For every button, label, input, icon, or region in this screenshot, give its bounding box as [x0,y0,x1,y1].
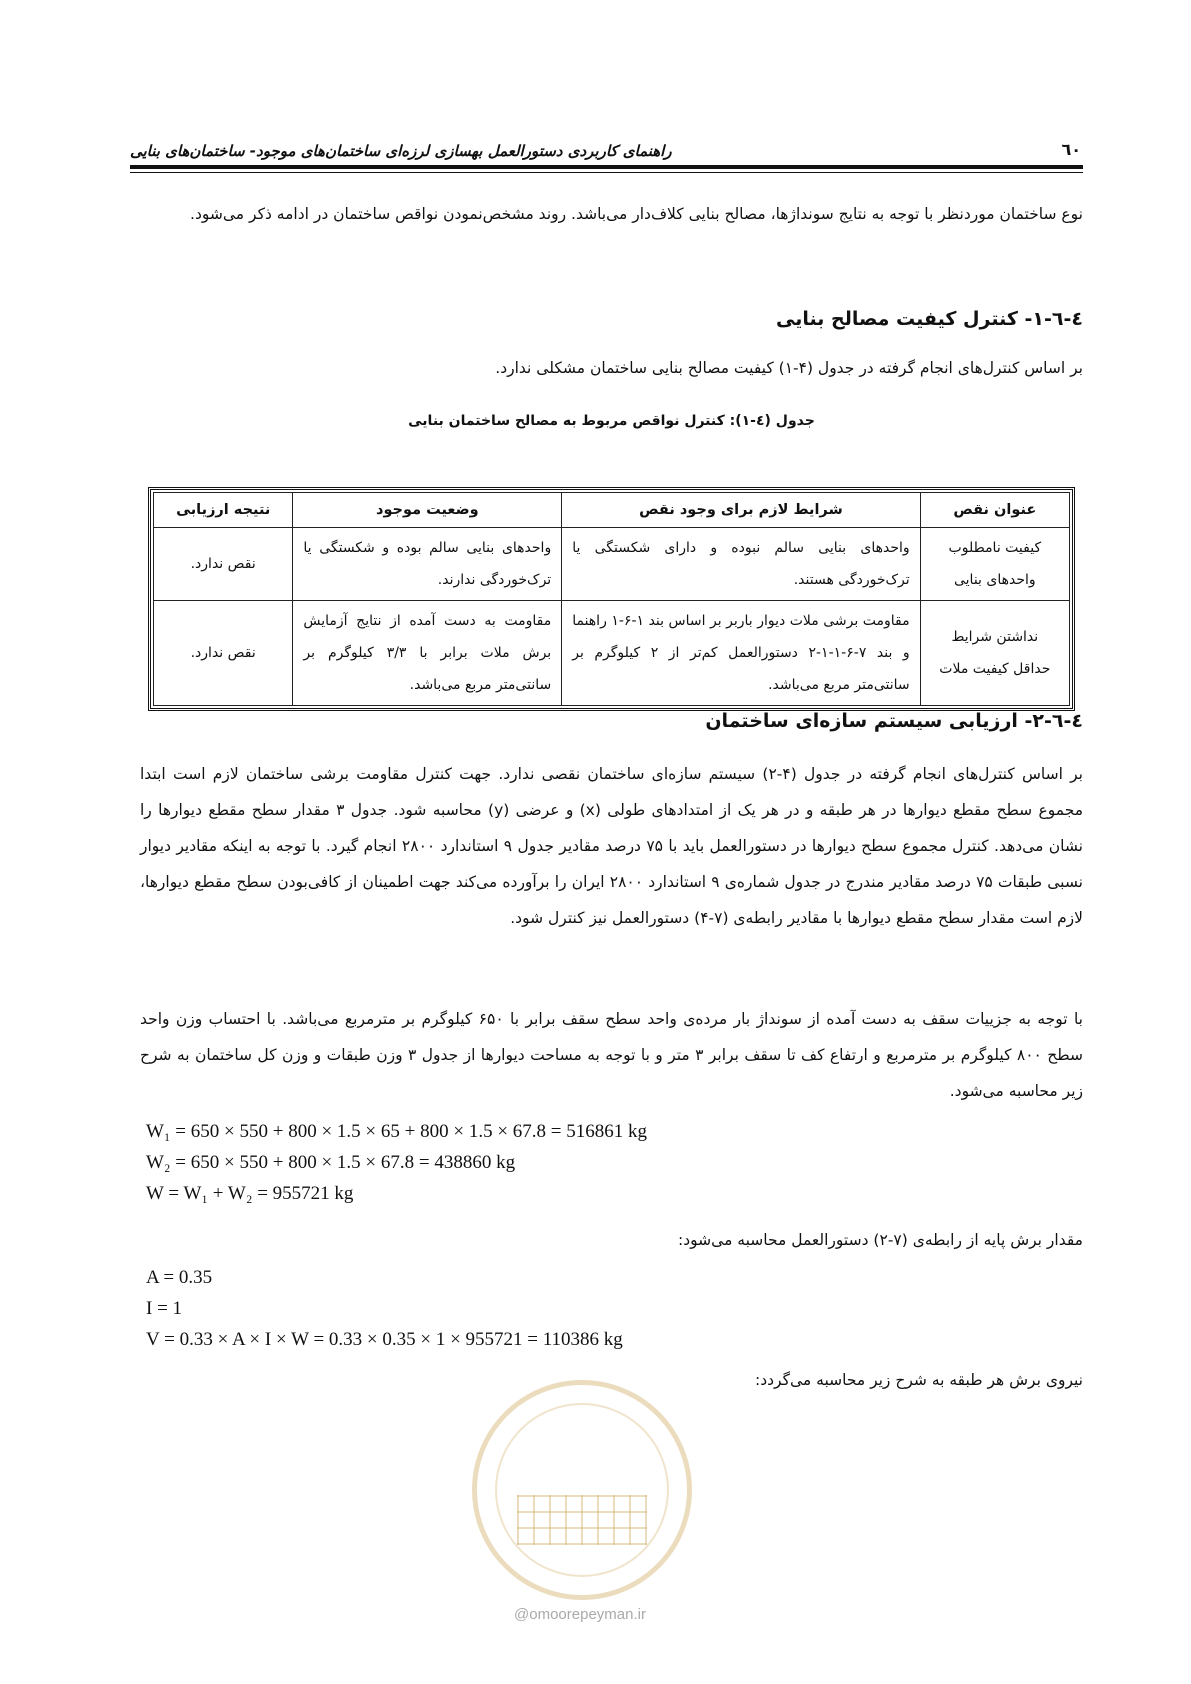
watermark-grid [517,1495,647,1545]
equation-i: I = 1 [146,1298,183,1319]
table-cell: واحدهای بنایی سالم بوده و شکستگی یا ترک‌خوردگی ندارند. [293,528,562,601]
table-cell: مقاومت برشی ملات دیوار باربر بر اساس بند ۱-۶-۱ راهنما و بند ۷-۶-۱-۱-۲ دستورالعمل کم‌تر از ۲ کیلوگرم بر سانتی‌متر مربع می‌باشد. [562,601,920,706]
page-number: ٦٠ [1061,140,1081,159]
table-cell: مقاومت به دست آمده از نتایج آزمایش برش ملات برابر با ۳/۳ کیلوگرم بر سانتی‌متر مربع می‌باشد. [293,601,562,706]
table-caption: جدول (٤-١): کنترل نواقص مربوط به مصالح ساختمان بنایی [408,413,815,429]
equation-w1: W₁ = 650 × 550 + 800 × 1.5 × 65 + 800 × 1.5 × 67.8 = 516861 kg [146,1121,647,1142]
table-cell: نقص ندارد. [154,528,293,601]
table-header-cell: شرایط لازم برای وجود نقص [562,493,920,528]
defects-table [148,487,1075,711]
equation-w-total: W = W₁ + W₂ = 955721 kg [146,1183,354,1204]
table-header-cell: نتیجه ارزیابی [154,493,293,528]
section1-paragraph: بر اساس کنترل‌های انجام گرفته در جدول (۴-۱) کیفیت مصالح بنایی ساختمان مشکلی ندارد. [495,359,1083,377]
header-rule-thin [130,172,1083,173]
equation-w2: W₂ = 650 × 550 + 800 × 1.5 × 67.8 = 438860 kg [146,1152,516,1173]
section-heading-1: ٤-٦-١- کنترل کیفیت مصالح بنایی [776,308,1083,330]
table-cell: نداشتن شرایط حداقل کیفیت ملات [920,601,1069,706]
section2-paragraph-4: نیروی برش هر طبقه به شرح زیر محاسبه می‌گردد: [755,1371,1083,1389]
header-title: راهنمای کاربردی دستورالعمل بهسازی لرزه‌ای ساختمان‌های موجود- ساختمان‌های بنایی [130,142,672,160]
header-rule [130,165,1083,169]
watermark-seal [472,1380,692,1600]
intro-paragraph: نوع ساختمان موردنظر با توجه به نتایج سونداژها، مصالح بنایی کلاف‌دار می‌باشد. روند مشخص‌نمودن نواقص ساختمان در ادامه ذکر می‌شود. [190,205,1083,223]
table-row [154,528,1070,601]
watermark-site: @omoorepeyman.ir [514,1606,646,1623]
section2-paragraph-2: با توجه به جزییات سقف به دست آمده از سونداژ بار مرده‌ی واحد سطح سقف برابر با ۶۵۰ کیلوگرم بر مترمربع می‌باشد. با احتساب وزن واحد سطح ۸۰۰ کیلوگرم بر مترمربع و ارتفاع کف تا سقف برابر ۳ متر و با توجه به مساحت دیوارها از جدول ۳ وزن طبقات و وزن کل ساختمان به شرح زیر محاسبه می‌شود. [140,1010,1084,1100]
watermark-seal-ring [495,1403,669,1577]
equation-a: A = 0.35 [146,1267,213,1288]
section2-paragraph-3: مقدار برش پایه از رابطه‌ی (۷-۲) دستورالعمل محاسبه می‌شود: [678,1231,1083,1249]
section-heading-2: ٤-٦-٢- ارزیابی سیستم سازه‌ای ساختمان [705,710,1083,732]
table-cell: نقص ندارد. [154,601,293,706]
table-cell: واحدهای بنایی سالم نبوده و دارای شکستگی یا ترک‌خوردگی هستند. [562,528,920,601]
table-cell: کیفیت نامطلوب واحدهای بنایی [920,528,1069,601]
table-header-row [154,493,1070,528]
section2-paragraph-1: بر اساس کنترل‌های انجام گرفته در جدول (۴-۲) سیستم سازه‌ای ساختمان نقصی ندارد. جهت کنترل مقاومت برشی ساختمان لازم است ابتدا مجموع سطح مقطع دیوارها در هر طبقه و در هر یک از امتدادهای طولی (x) و عرضی (y) محاسبه شود. جدول ۳ مقدار سطح مقطع دیوارها را نشان می‌دهد. کنترل مجموع سطح دیوارها در دستورالعمل باید با ۷۵ درصد مقادیر جدول ۹ استاندارد ۲۸۰۰ انجام گیرد. با توجه به اینکه مقادیر دیوار نسبی طبقات ۷۵ درصد مقادیر مندرج در جدول شماره‌ی ۹ استاندارد ۲۸۰۰ ایران را برآورده می‌کند جهت اطمینان از کافی‌بودن سطح مقطع دیوارها، لازم است مقدار سطح مقطع دیوارها با مقادیر رابطه‌ی (۷-۴) دستورالعمل نیز کنترل شود. [140,765,1084,927]
page-header [130,128,1081,168]
equation-v: V = 0.33 × A × I × W = 0.33 × 0.35 × 1 × 955721 = 110386 kg [146,1329,623,1350]
table-row [154,601,1070,706]
table-header-cell: عنوان نقص [920,493,1069,528]
table-header-cell: وضعیت موجود [293,493,562,528]
